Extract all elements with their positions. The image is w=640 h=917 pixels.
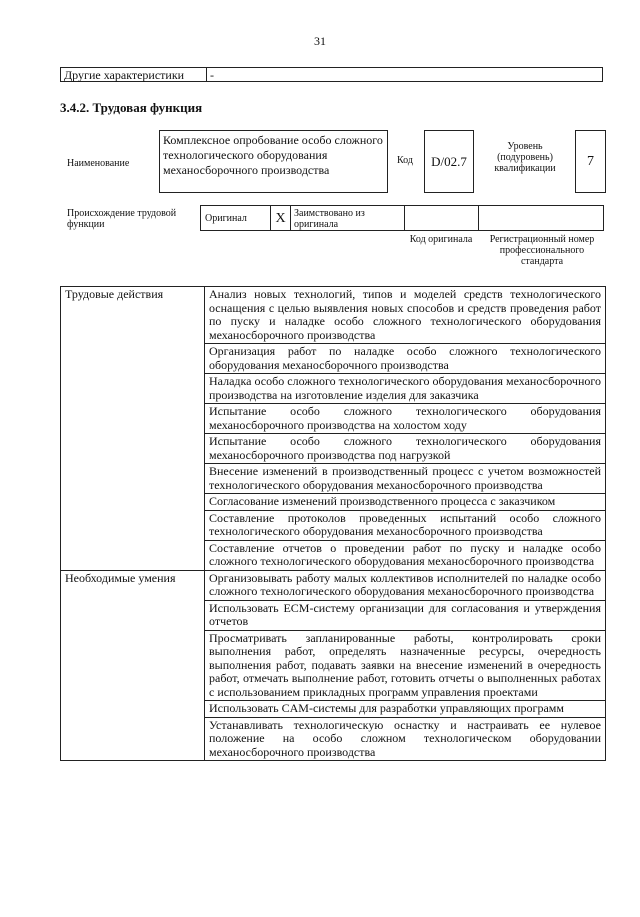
list-item: Испытание особо сложного технологического оборудования механосборочного производства под нагрузкой — [205, 434, 606, 464]
list-item: Устанавливать технологическую оснастку и настраивать ее нулевое положение на особо сложном технологическом оборудовании механосборочного производства — [205, 717, 606, 761]
origin-code-cell — [405, 206, 479, 230]
section-heading: 3.4.2. Трудовая функция — [60, 100, 203, 115]
level-label: Уровень (подуровень) квалификации — [494, 141, 556, 174]
section-title: Трудовые действия — [61, 287, 205, 571]
code-label: Код — [397, 155, 413, 166]
list-item: Анализ новых технологий, типов и моделей средств технологического оснащения с целью выявления новых способов и средств проведения работ по пуску и наладке особо сложного технологического оборудования механосборочного производства — [205, 287, 606, 344]
list-item: Использовать ECM-систему организации для согласования и утверждения отчетов — [205, 600, 606, 630]
qualification-level: 7 — [575, 130, 606, 193]
page-number: 31 — [314, 34, 326, 48]
other-characteristics-value: - — [210, 68, 214, 82]
list-item: Организация работ по наладке особо сложного технологического оборудования механосборочного производства — [205, 344, 606, 374]
reg-number-caption: Регистрационный номер профессионального стандарта — [489, 234, 595, 267]
other-characteristics-row — [60, 67, 603, 82]
list-item: Просматривать запланированные работы, контролировать сроки выполнения работ, определять назначенные ресурсы, очередность выполнения работ, подавать заявки на внесение изменений в очередность работ, отмечать выполнение работ, готовить отчеты о выполненных работах с использованием прикладных программ управления проектами — [205, 630, 606, 701]
list-item: Составление отчетов о проведении работ по пуску и наладке особо сложного технологического оборудования механосборочного производства — [205, 540, 606, 570]
list-item: Составление протоколов проведенных испытаний особо сложного технологического оборудования механосборочного производства — [205, 510, 606, 540]
functions-table — [60, 286, 606, 761]
other-characteristics-label: Другие характеристики — [61, 68, 207, 81]
function-name: Комплексное опробование особо сложного технологического оборудования механосборочного производства — [159, 130, 388, 193]
list-item: Организовывать работу малых коллективов исполнителей по наладке особо сложного технологического оборудования механосборочного производства — [205, 570, 606, 600]
borrowed-label: Заимствовано из оригинала — [291, 206, 405, 230]
origin-table — [200, 205, 604, 231]
original-label: Оригинал — [201, 206, 271, 230]
original-mark: X — [271, 206, 291, 230]
list-item: Согласование изменений производственного процесса с заказчиком — [205, 494, 606, 511]
list-item: Испытание особо сложного технологического оборудования механосборочного производства на холостом ходу — [205, 404, 606, 434]
origin-label: Происхождение трудовой функции — [67, 208, 177, 230]
name-label: Наименование — [67, 158, 130, 169]
table-row — [61, 570, 606, 600]
function-code: D/02.7 — [424, 130, 474, 193]
table-row — [61, 287, 606, 344]
list-item: Внесение изменений в производственный процесс с учетом возможностей технологического оборудования механосборочного производства — [205, 464, 606, 494]
origin-code-caption: Код оригинала — [409, 234, 473, 245]
list-item: Наладка особо сложного технологического оборудования механосборочного производства на изготовление изделия для заказчика — [205, 374, 606, 404]
reg-number-cell — [479, 206, 603, 230]
section-title: Необходимые умения — [61, 570, 205, 761]
list-item: Использовать CAM-системы для разработки управляющих программ — [205, 701, 606, 718]
